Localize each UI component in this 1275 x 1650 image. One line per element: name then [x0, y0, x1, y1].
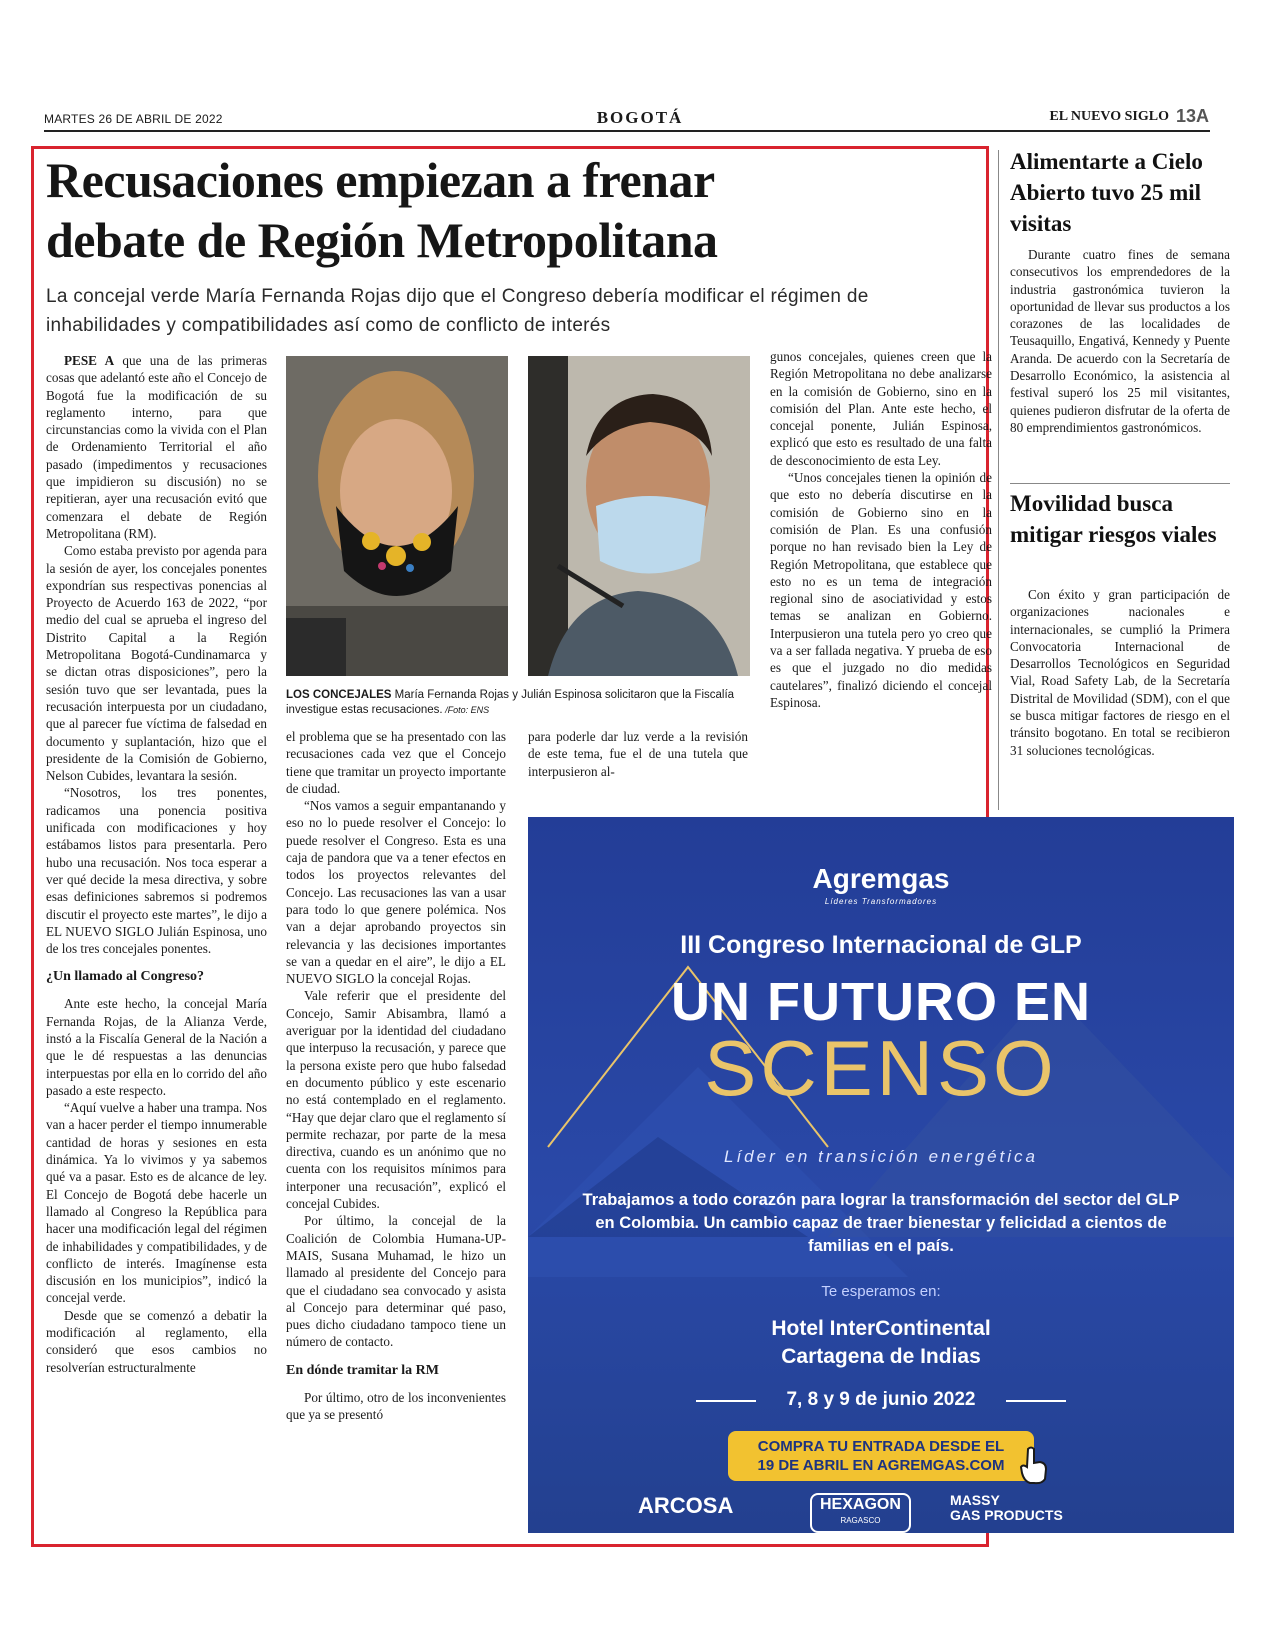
portrait-man-icon: [528, 356, 750, 676]
sponsor-massy: MASSY GAS PRODUCTS: [950, 1492, 1063, 1523]
photo-credit: /Foto: ENS: [442, 705, 490, 715]
photo-maria-fernanda-rojas: [286, 356, 508, 676]
subheading: ¿Un llamado al Congreso?: [46, 969, 205, 985]
paragraph: “Unos concejales tienen la opinión de que esto no debería discutirse en la comisión de Gobierno sino en la comisión de Plan. Es una confusión porque no han revisado bien la Ley de Región Metropolitana, que establece que esto no es un tema de integración regional sino de asociatividad y estos temas se analizan en Gobierno. Interpusieron una tutela pero yo creo que va a ser fallada negativa. Y prueba de eso es que el juzgado no dio medidas cautelares”, finalizó diciendo el concejal Espinosa.: [770, 470, 992, 710]
paragraph: Por último, la concejal de la Coalición de Colombia Humana-UP-MAIS, Susana Muhamad, le hizo un llamado al presidente del Concejo para que el ciudadano sea convocado y asista al Concejo para determinar qué paso, pues dicho ciudadano tampoco tiene un número de contacto.: [286, 1213, 506, 1350]
paragraph: el problema que se ha presentado con las recusaciones cada vez que el Concejo tiene que tramitar un proyecto importante de ciudad.: [286, 729, 506, 796]
buy-ticket-line-2: 19 DE ABRIL EN AGREMGAS.COM: [757, 1457, 1005, 1474]
paragraph: Como estaba previsto por agenda para la sesión de ayer, los concejales ponentes expondrían sus respectivas ponencias al Proyecto de Acuerdo 163 de 2022, “por medio del cual se aprueba el ingreso del Distrito Capital a la Región Metropolitana Bogotá-Cundinamarca y se dictan otras disposiciones”, pero la sesión tuvo que ser levantada, pues la recusación interpuesta por un ciudadano, que al parecer fue víctima de falsedad en documento y suplantación, hizo que el presidente de la Comisión de Gobierno, Nelson Cubides, levantara la sesión.: [46, 543, 267, 784]
paragraph: “Aquí vuelve a haber una trampa. Nos van a hacer perder el tiempo innumerable cantidad de horas y sesiones en esta dinámica. Ya lo vivimos y ya sabemos qué va a pasar. Esto es de alcance de ley. El Concejo de Bogotá debe hacerle un llamado al Congreso la República para hacer una modificación legal del régimen de inhabilidades y compatibilidades, y de conflicto de interés. Imagínense esta discusión en los municipios”, indicó la concejal verde.: [46, 1100, 267, 1306]
buy-ticket-line-1: COMPRA TU ENTRADA DESDE EL: [757, 1438, 1005, 1455]
ad-futuro-title: UN FUTURO EN: [671, 972, 1091, 1032]
hand-pointer-icon: [1018, 1445, 1050, 1485]
headline-line-1: Recusaciones empiezan a frenar: [46, 152, 715, 208]
header-rule: [44, 130, 1210, 132]
ad-venue: [528, 1315, 1234, 1371]
sidebar-story-2-title: Movilidad busca mitigar riesgos viales: [1010, 491, 1217, 547]
photo-caption: [286, 688, 750, 718]
issue-date: MARTES 26 DE ABRIL DE 2022: [44, 112, 223, 126]
sidebar-story-1-body: [1010, 246, 1230, 436]
sidebar-story-2-body: [1010, 586, 1230, 759]
portrait-woman-icon: [286, 356, 508, 676]
sponsor-hexagon: HEXAGON RAGASCO: [810, 1493, 911, 1533]
photo-julian-espinosa: [528, 356, 750, 676]
paragraph: PESE A que una de las primeras cosas que adelantó este año el Concejo de Bogotá fue la modificación de su reglamento interno, para que circunstancias como la vivida con el Plan de Ordenamiento Territorial el año pasado (impedimentos y recusaciones que impidieron su discusión) no se repitieran, ayer una recusación evitó que comenzara el debate de Región Metropolitana (RM).: [46, 353, 267, 541]
sidebar-divider: [998, 150, 999, 810]
headline: [46, 150, 946, 270]
ad-date-rule-right: [1006, 1400, 1066, 1402]
sidebar-story-1-title: Alimentarte a Cielo Abierto tuvo 25 mil visitas: [1010, 149, 1203, 236]
page-number: 13A: [1175, 106, 1209, 126]
caption-text: María Fernanda Rojas y Julián Espinosa solicitaron que la Fiscalía investigue estas recusaciones.: [286, 689, 735, 716]
paragraph: “Nos vamos a seguir empantanando y eso no lo puede resolver el Concejo: lo puede resolver el Congreso. Esta es una caja de pandora que va a tener efectos en todos los proyectos relevantes del Concejo. Las recusaciones las van a usar para todo lo que genere polémica. Nos van a dejar aprobando proyectos sin relevancia y las decisiones importantes se van a quedar en el aire”, le dijo a EL NUEVO SIGLO la concejal Rojas.: [286, 798, 506, 987]
agremgas-advertisement[interactable]: [528, 817, 1234, 1533]
paragraph: Ante este hecho, la concejal María Fernanda Rojas, de la Alianza Verde, instó a la Fiscalía General de la Nación a que le dé respuestas a las denuncias interpuestas por ella en lo corrido del año pasado a este respecto.: [46, 996, 267, 1098]
headline-line-2: debate de Región Metropolitana: [46, 212, 718, 268]
agremgas-tagline: Líderes Transformadores: [824, 897, 938, 906]
article-column-1: [46, 352, 267, 1376]
paragraph: Por último, otro de los inconvenientes que ya se presentó: [286, 1389, 506, 1422]
paragraph: gunos concejales, quienes creen que la Región Metropolitana no debe analizarse en la comisión de Gobierno, sino en la comisión del Plan. Ante este hecho, el concejal ponente, Julián Espinosa, explicó que esto es resultado de una falta de desconocimiento de esta Ley.: [770, 349, 992, 468]
subheading: En dónde tramitar la RM: [286, 1362, 439, 1378]
buy-ticket-button[interactable]: [728, 1431, 1034, 1481]
ad-venue-line-1: Hotel InterContinental: [771, 1317, 991, 1340]
paragraph: Vale referir que el presidente del Concejo, Samir Abisambra, llamó a averiguar por la identidad del ciudadano que interpuso la recusación, y parece que la persona existe pero que hubo falsedad en documento público y este escenario no está contemplado en el reglamento. “Hay que dejar claro que el reglamento sí permite rechazar, por parte de la mesa directiva, cuando es un anónimo que no cuenta con los requisitos mínimos para interponer una recusación”, explicó el concejal Cubides.: [286, 988, 506, 1212]
article-column-3: [528, 728, 748, 780]
article-column-4: [770, 348, 992, 711]
paragraph: Durante cuatro fines de semana consecutivos los emprendedores de la industria gastronómica tuvieron la oportunidad de llevar sus productos a los corazones de las localidades de Teusaquillo, Engativá, Kennedy y Puente Aranda. De acuerdo con la Secretaría de Desarrollo Económico, la asistencia al festival superó los 25 mil visitantes, quienes pudieron disfrutar de la oferta de 80 emprendimientos gastronómicos.: [1010, 247, 1230, 435]
ad-body-text: Trabajamos a todo corazón para lograr la transformación del sector del GLP en Colombia. Un cambio capaz de traer bienestar y felicidad a cientos de familias en el país.: [582, 1191, 1180, 1255]
paragraph: Con éxito y gran participación de organizaciones nacionales e internacionales, se cumplió la Primera Convocatoria Internacional de Desarrollos Tecnológicos en Seguridad Vial, Road Safety Lab, de la Secretaría Distrital de Movilidad (SDM), con el que se busca mitigar factores de riesgo en el tránsito bogotano. En total se recibieron 31 soluciones tecnológicas.: [1010, 587, 1230, 758]
ad-dates: 7, 8 y 9 de junio 2022: [786, 1389, 976, 1410]
newspaper-name: EL NUEVO SIGLO: [1049, 109, 1169, 124]
paragraph: “Nosotros, los tres ponentes, radicamos una ponencia positiva unificada con modificaciones y hoy estábamos listos para presentarla. Pero hubo una recusación. Nos toca esperar a ver qué decide la mesa directiva, y sobre esas definiciones sabremos si podremos discutir el proyecto este martes”, le dijo a EL NUEVO SIGLO Julián Espinosa, uno de los tres concejales ponentes.: [46, 785, 267, 957]
paragraph: Desde que se comenzó a debatir la modificación al reglamento, ella consideró que esos cambios no resolverían estructuralmente: [46, 1307, 267, 1375]
ad-tagline: Líder en transición energética: [724, 1147, 1038, 1166]
lead-word: PESE A: [64, 353, 115, 368]
sponsor-arcosa: ARCOSA: [638, 1493, 734, 1518]
paragraph: para poderle dar luz verde a la revisión de este tema, fue el de una tutela que interpusieron al-: [528, 729, 748, 779]
ad-scenso-title: SCENSO: [704, 1024, 1058, 1112]
article-column-2: [286, 728, 506, 1423]
agremgas-logo: Agremgas: [812, 863, 950, 894]
caption-label: LOS CONCEJALES: [286, 689, 392, 701]
ad-venue-intro: Te esperamos en:: [821, 1283, 941, 1300]
ad-congress-title: III Congreso Internacional de GLP: [680, 931, 1082, 959]
section-name: BOGOTÁ: [596, 108, 684, 127]
ad-background-pyramids-icon: [528, 817, 1234, 1533]
ad-venue-line-2: Cartagena de Indias: [781, 1345, 981, 1368]
sidebar-rule: [1010, 483, 1230, 484]
ad-sponsors: [528, 1493, 1234, 1527]
deck: La concejal verde María Fernanda Rojas dijo que el Congreso debería modificar el régimen de inhabilidades y compatibilidades así como de conflicto de interés: [46, 286, 869, 336]
